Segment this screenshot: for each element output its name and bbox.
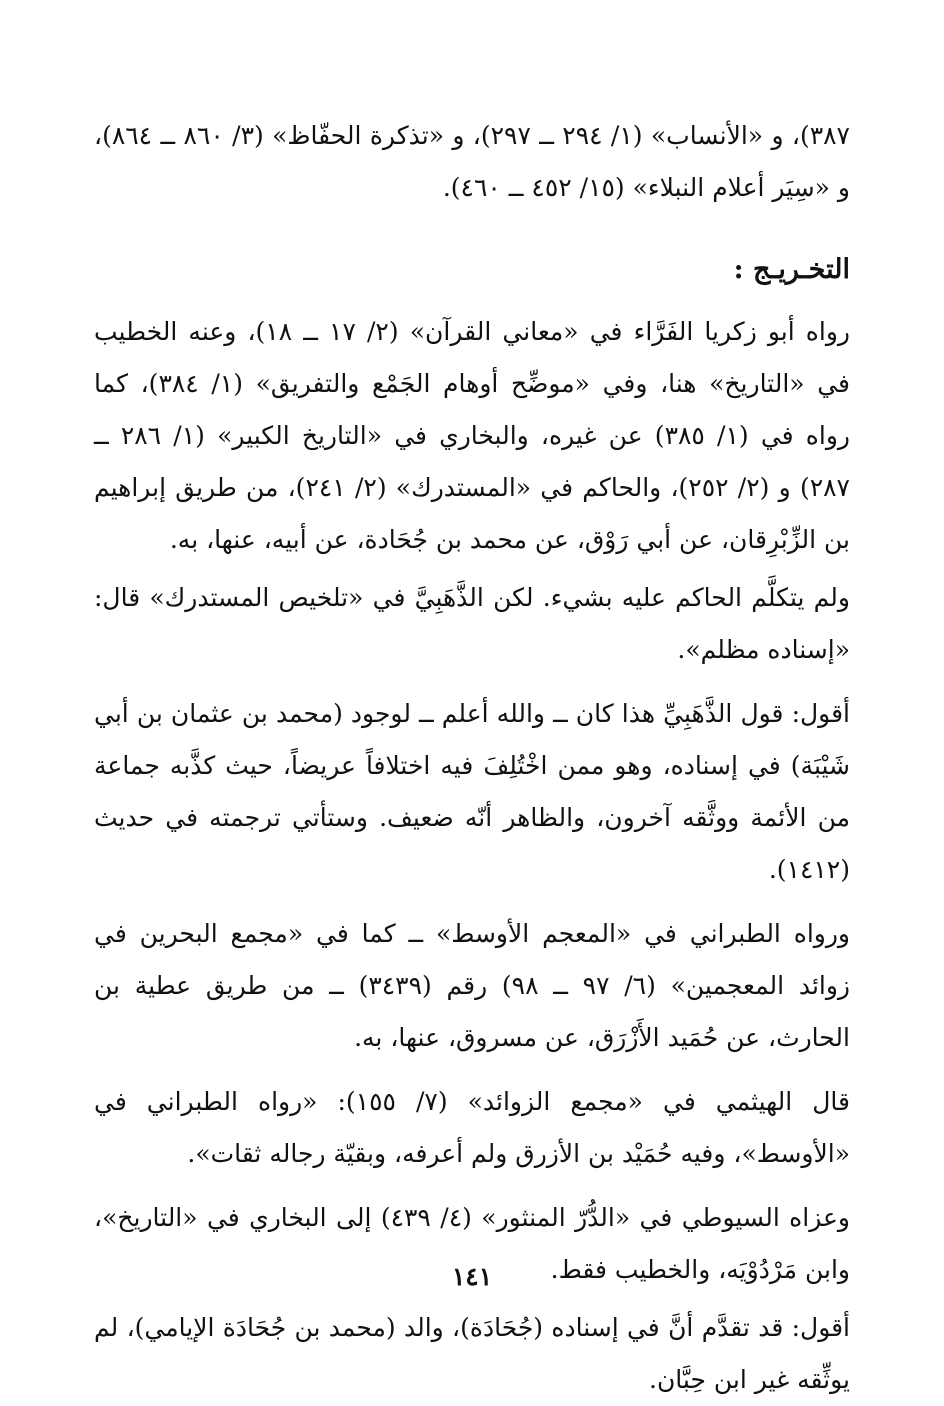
paragraph-7: أقول: قد تقدَّم أنَّ في إسناده (جُحَادَة)، والد (محمد بن جُحَادَة الإيامي)، لم يوثِّقه غير ابن حِبَّان. (94, 1313, 850, 1394)
paragraph-5: قال الهيثمي في «مجمع الزوائد» (٧/ ١٥٥): «رواه الطبراني في «الأوسط»، وفيه حُمَيْد بن الأزرق ولم أعرفه، وبقيّة رجاله ثقات». (94, 1087, 850, 1168)
paragraph-3: أقول: قول الذَّهَبِيِّ هذا كان ــ والله أعلم ــ لوجود (محمد بن عثمان بن أبي شَيْبَة) في إسناده، وهو ممن اخْتُلِفَ فيه اختلافاً عريضاً، حيث كذَّبه جماعة من الأئمة ووثَّقه آخرون، والظاهر أنّه ضعيف. وستأتي ترجمته في حديث (١٤١٢). (94, 699, 850, 884)
page-number: ١٤١ (451, 1262, 493, 1291)
page-content (94, 110, 850, 1406)
paragraph-6: وعزاه السيوطي في «الدُّرّ المنثور» (٤/ ٤٣٩) إلى البخاري في «التاريخ»، وابن مَرْدُوْيَه، والخطيب فقط. (94, 1203, 850, 1284)
paragraph-4: ورواه الطبراني في «المعجم الأوسط» ــ كما في «مجمع البحرين في زوائد المعجمين» (٦/ ٩٧ ــ ٩٨) رقم (٣٤٣٩) ــ من طريق عطية بن الحارث، عن حُمَيد الأَزْرَق، عن مسروق، عنها، به. (94, 919, 851, 1052)
section-heading-takhrij: التخـريـج : (733, 254, 850, 285)
paragraph-1: رواه أبو زكريا الفَرَّاء في «معاني القرآن» (٢/ ١٧ ــ ١٨)، وعنه الخطيب في «التاريخ» هنا، وفي «موضِّح أوهام الجَمْع والتفريق» (١/ ٣٨٤)، كما رواه في (١/ ٣٨٥) عن غيره، والبخاري في «التاريخ الكبير» (١/ ٢٨٦ ــ ٢٨٧) و (٢/ ٢٥٢)، والحاكم في «المستدرك» (٢/ ٢٤١)، من طريق إبراهيم بن الزِّبْرِقان، عن أبي رَوْق، عن محمد بن جُحَادة، عن أبيه، عنها، به. (94, 317, 851, 554)
intro-line: ٣٨٧)، و «الأنساب» (١/ ٢٩٤ ــ ٢٩٧)، و «تذكرة الحفّاظ» (٣/ ٨٦٠ ــ ٨٦٤)، و «سِيَر أعلام النبلاء» (١٥/ ٤٥٢ ــ ٤٦٠). (94, 121, 850, 202)
paragraph-2: ولم يتكلَّم الحاكم عليه بشيء. لكن الذَّهَبِيَّ في «تلخيص المستدرك» قال: «إسناده مظلم». (94, 583, 850, 664)
